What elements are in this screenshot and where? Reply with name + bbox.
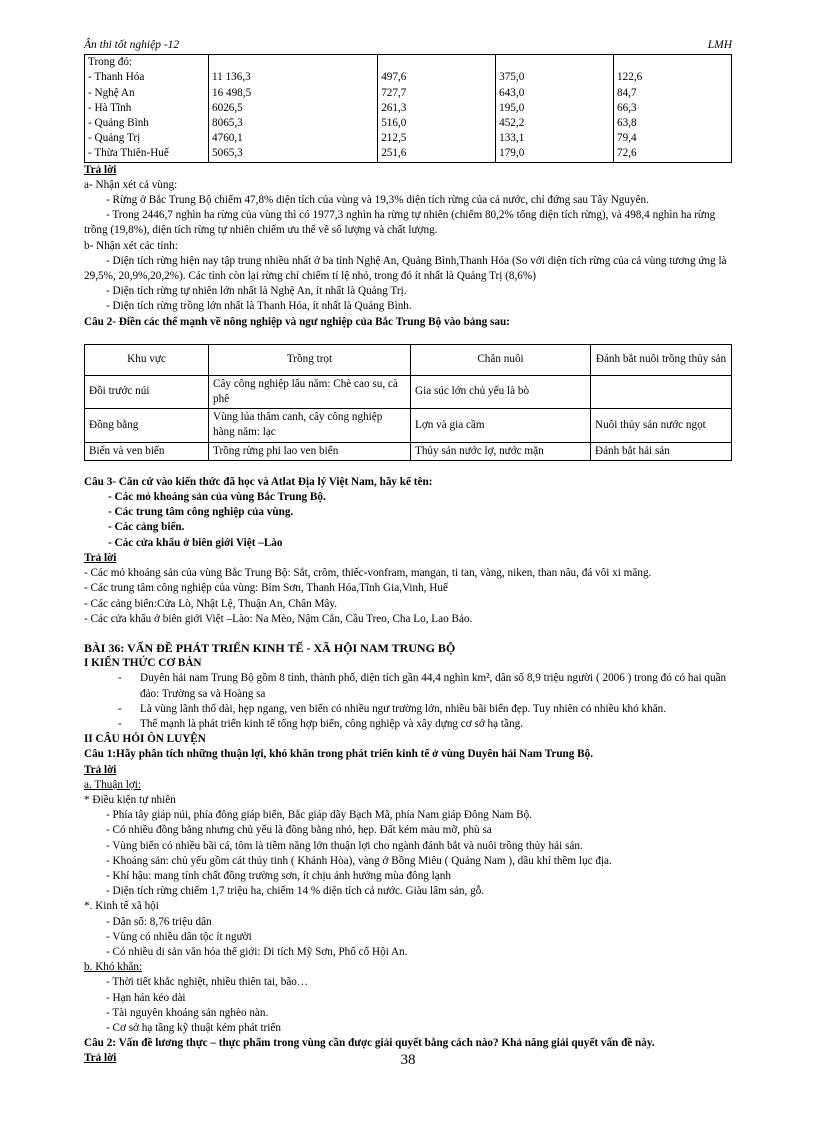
socio-item: - Vùng có nhiều dân tộc ít người <box>106 930 252 943</box>
socio-economic-heading: *. Kinh tế xã hội <box>84 900 159 913</box>
forest-table-cell: 63,8 <box>614 116 732 131</box>
strengths-cell <box>591 375 732 408</box>
q3-answer: - Các cảng biển:Cửa Lò, Nhật Lệ, Thuận An, Chân Mây. <box>84 597 338 610</box>
natural-item: - Khoáng sản: chủ yếu gồm cát thủy tinh ( Khánh Hòa), vàng ở Bồng Miêu ( Quảng Nam ), dầu khí thềm lục địa. <box>106 854 612 867</box>
forest-area-table <box>84 55 732 162</box>
forest-table-row <box>85 55 732 70</box>
natural-conditions-heading: * Điều kiện tự nhiên <box>84 793 176 806</box>
forest-table-cell: 727,7 <box>378 86 496 101</box>
forest-table-cell <box>496 55 614 70</box>
answer1-b-line: - Diện tích rừng hiện nay tập trung nhiều nhất ở ba tỉnh Nghệ An, Quảng Bình,Thanh Hóa (So với diện tích rừng của cả vùng tương ứng là 29,5%, 20,9%,20,2%). Các tỉnh còn lại rừng chỉ chiếm tỉ lệ nhỏ, trong đó ít nhất là Quảng Trị (8,6%) <box>84 254 727 283</box>
answer1-a-heading: a- Nhận xét cả vùng: <box>84 178 178 191</box>
lesson36-q2: Câu 2: Vấn đề lương thực – thực phẩm trong vùng cần được giải quyết bằng cách nào? Khả năng giải quyết vấn đề này. <box>84 1037 655 1050</box>
q3-item: - Các mỏ khoáng sản của vùng Bắc Trung Bộ. <box>108 491 326 504</box>
q2-title: Câu 2- Điền các thế mạnh về nông nghiệp và ngư nghiệp của Bắc Trung Bộ vào bảng sau: <box>84 315 510 328</box>
difficulties-heading: b. Khó khăn: <box>84 961 143 974</box>
forest-table-cell: Trong đó: <box>85 55 209 70</box>
q3-answer: - Các mỏ khoáng sản của vùng Bắc Trung Bộ: Sắt, crôm, thiếc-vonfram, mangan, ti tan, vàng, niken, than nâu, đá vôi xi măng. <box>84 567 652 580</box>
forest-table-cell: 5065,3 <box>209 146 378 162</box>
answer1-a-line: - Trong 2446,7 nghìn ha rừng của vùng thì có 1977,3 nghìn ha rừng tự nhiên (chiếm 80,2% tổng diện tích rừng), và 498,4 nghìn ha rừng trồng (19,8%), diện tích rừng tự nhiên chiếm ưu thế về số lượng và chất lượng. <box>84 209 716 237</box>
forest-table-cell: 6026,5 <box>209 101 378 116</box>
answer1-b-line: - Diện tích rừng tự nhiên lớn nhất là Nghệ An, ít nhất là Quảng Trị. <box>106 285 407 298</box>
socio-item: - Có nhiều di sản văn hóa thế giới: Di tích Mỹ Sơn, Phố cổ Hội An. <box>106 945 408 958</box>
forest-table-cell <box>378 55 496 70</box>
difficulty-item: - Tài nguyên khoáng sản nghèo nàn. <box>106 1006 269 1019</box>
forest-table-cell: 66,3 <box>614 101 732 116</box>
forest-table-cell: 195,0 <box>496 101 614 116</box>
forest-table-cell: 79,4 <box>614 131 732 146</box>
natural-item: - Có nhiều đồng bằng nhưng chủ yếu là đồng bằng nhỏ, hẹp. Đất kém màu mỡ, phù sa <box>106 824 492 837</box>
forest-table-cell: 133,1 <box>496 131 614 146</box>
strengths-header-cell: Trồng trọt <box>209 344 411 375</box>
document-page <box>84 38 732 1067</box>
strengths-cell: Đồi trước núi <box>85 375 209 408</box>
forest-table-row <box>85 70 732 85</box>
difficulty-item: - Hạn hán kéo dài <box>106 991 186 1004</box>
forest-table-cell: 375,0 <box>496 70 614 85</box>
forest-table-cell: 179,0 <box>496 146 614 162</box>
section2-heading: II CÂU HỎI ÔN LUYỆN <box>84 733 206 746</box>
difficulty-item: - Cơ sở hạ tầng kỹ thuật kém phát triển <box>106 1021 281 1034</box>
forest-table-cell: 452,2 <box>496 116 614 131</box>
header-right: LMH <box>707 39 732 51</box>
forest-table-cell: 16 498,5 <box>209 86 378 101</box>
natural-item: - Khí hậu: mang tính chất đồng trường sơn, ít chịu ảnh hưởng mùa đông lạnh <box>106 869 451 882</box>
forest-table-cell: - Quảng Bình <box>85 116 209 131</box>
section1-heading: I KIẾN THỨC CƠ BẢN <box>84 657 202 670</box>
forest-table-cell: - Thanh Hóa <box>85 70 209 85</box>
advantages-heading: a. Thuận lợi: <box>84 778 141 791</box>
strengths-cell: Vùng lúa thâm canh, cây công nghiệp hàng năm: lạc <box>209 409 411 442</box>
page-number: 38 <box>400 1052 416 1068</box>
forest-table-cell: 261,3 <box>378 101 496 116</box>
forest-table-cell: - Hà Tĩnh <box>85 101 209 116</box>
forest-table-cell: 122,6 <box>614 70 732 85</box>
q3-answer: - Các trung tâm công nghiệp của vùng: Bỉm Sơn, Thanh Hóa,Tĩnh Gia,Vinh, Huế <box>84 582 448 595</box>
header-left: Ân thi tốt nghiệp -12 <box>84 39 180 51</box>
difficulty-item: - Thời tiết khắc nghiệt, nhiều thiên tai, bão… <box>106 976 309 989</box>
q3-answer-title: Trả lời <box>84 551 117 564</box>
basics-item: - Duyên hải nam Trung Bộ gồm 8 tỉnh, thành phố, diện tích gần 44,4 nghìn km², dân số 8,9 triệu người ( 2006 ) trong đó có hai quần đảo: Trường sa và Hoàng sa <box>118 672 727 700</box>
forest-table-cell: 84,7 <box>614 86 732 101</box>
basics-item: - Là vùng lãnh thổ dài, hẹp ngang, ven biển có nhiều ngư trường lớn, nhiều bãi biển đẹp. Tuy nhiên có nhiều khó khăn. <box>118 702 667 715</box>
forest-table-cell: - Nghệ An <box>85 86 209 101</box>
strengths-table <box>84 344 732 461</box>
forest-table-cell: 8065,3 <box>209 116 378 131</box>
forest-table-cell: 11 136,3 <box>209 70 378 85</box>
strengths-header-cell: Chăn nuôi <box>411 344 591 375</box>
lesson36-answer-title: Trả lời <box>84 763 117 776</box>
q3-title: Câu 3- Căn cứ vào kiến thức đã học và Atlat Địa lý Việt Nam, hãy kể tên: <box>84 475 433 488</box>
strengths-header-cell: Đánh bắt nuôi trồng thủy sản <box>591 344 732 375</box>
forest-table-cell: 72,6 <box>614 146 732 162</box>
answer1-a-line: - Rừng ở Bắc Trung Bộ chiếm 47,8% diện tích của vùng và 19,3% diện tích rừng của cả nước, chỉ đứng sau Tây Nguyên. <box>106 194 649 207</box>
forest-table-cell <box>209 55 378 70</box>
socio-item: - Dân số: 8,76 triệu dân <box>106 915 212 928</box>
lesson36-q1: Câu 1:Hãy phân tích những thuận lợi, khó khăn trong phát triển kinh tế ở vùng Duyên hải Nam Trung Bộ. <box>84 748 594 761</box>
forest-table-row <box>85 146 732 162</box>
basics-item: - Thế mạnh là phát triển kinh tế tổng hợp biển, công nghiệp và xây dựng cơ sở hạ tầng. <box>118 717 523 730</box>
strengths-cell: Thủy sản nước lợ, nước mặn <box>411 442 591 460</box>
natural-item: - Vùng biển có nhiều bãi cá, tôm là tiềm năng lớn thuận lợi cho ngành đánh bắt và nuôi trồng thủy hải sản. <box>106 839 583 852</box>
strengths-cell: Gia súc lớn chủ yếu là bò <box>411 375 591 408</box>
forest-table-cell: - Thừa Thiên-Huế <box>85 146 209 162</box>
q3-item: - Các cảng biển. <box>108 521 185 534</box>
forest-table-cell: 251,6 <box>378 146 496 162</box>
strengths-cell: Cây công nghiệp lâu năm: Chè cao su, cà phê <box>209 375 411 408</box>
lesson36-title: BÀI 36: VẤN ĐỀ PHÁT TRIỂN KINH TẾ - XÃ HỘI NAM TRUNG BỘ <box>84 640 456 655</box>
strengths-cell: Biển và ven biển <box>85 442 209 460</box>
strengths-cell: Lợn và gia cầm <box>411 409 591 442</box>
answer1-b-heading: b- Nhận xét các tỉnh: <box>84 239 178 252</box>
forest-table-cell: 4760,1 <box>209 131 378 146</box>
forest-table-cell <box>614 55 732 70</box>
forest-table-row <box>85 131 732 146</box>
strengths-cell: Đồng bằng <box>85 409 209 442</box>
forest-table-cell: 212,5 <box>378 131 496 146</box>
strengths-cell: Nuôi thủy sản nước ngọt <box>591 409 732 442</box>
forest-table-row <box>85 116 732 131</box>
answer1-b-line: - Diện tích rừng trồng lớn nhất là Thanh Hóa, ít nhất là Quảng Bình. <box>106 300 412 313</box>
natural-item: - Diện tích rừng chiếm 1,7 triệu ha, chiếm 14 % diện tích cả nước. Giàu lâm sản, gỗ. <box>106 885 485 898</box>
q3-item: - Các cửa khẩu ở biên giới Việt –Lào <box>108 536 283 549</box>
forest-table-row <box>85 86 732 101</box>
q3-item: - Các trung tâm công nghiệp của vùng. <box>108 506 294 519</box>
answer1-title: Trả lời <box>84 163 117 176</box>
strengths-cell: Trồng rừng phi lao ven biển <box>209 442 411 460</box>
forest-table-cell: 497,6 <box>378 70 496 85</box>
page-header <box>84 38 732 55</box>
lesson36-answer2-title: Trả lời <box>84 1052 117 1065</box>
strengths-cell: Đánh bắt hải sản <box>591 442 732 460</box>
natural-item: - Phía tây giáp núi, phía đông giáp biển, Bắc giáp dãy Bạch Mã, phía Nam giáp Đông Nam Bộ. <box>106 809 532 822</box>
q3-answer: - Các cửa khẩu ở biên giới Việt –Lào: Na Mèo, Nậm Cắn, Cầu Treo, Cha Lo, Lao Bảo. <box>84 612 473 625</box>
forest-table-cell: - Quảng Trị <box>85 131 209 146</box>
forest-table-cell: 643,0 <box>496 86 614 101</box>
forest-table-row <box>85 101 732 116</box>
forest-table-cell: 516,0 <box>378 116 496 131</box>
strengths-header-cell: Khu vực <box>85 344 209 375</box>
